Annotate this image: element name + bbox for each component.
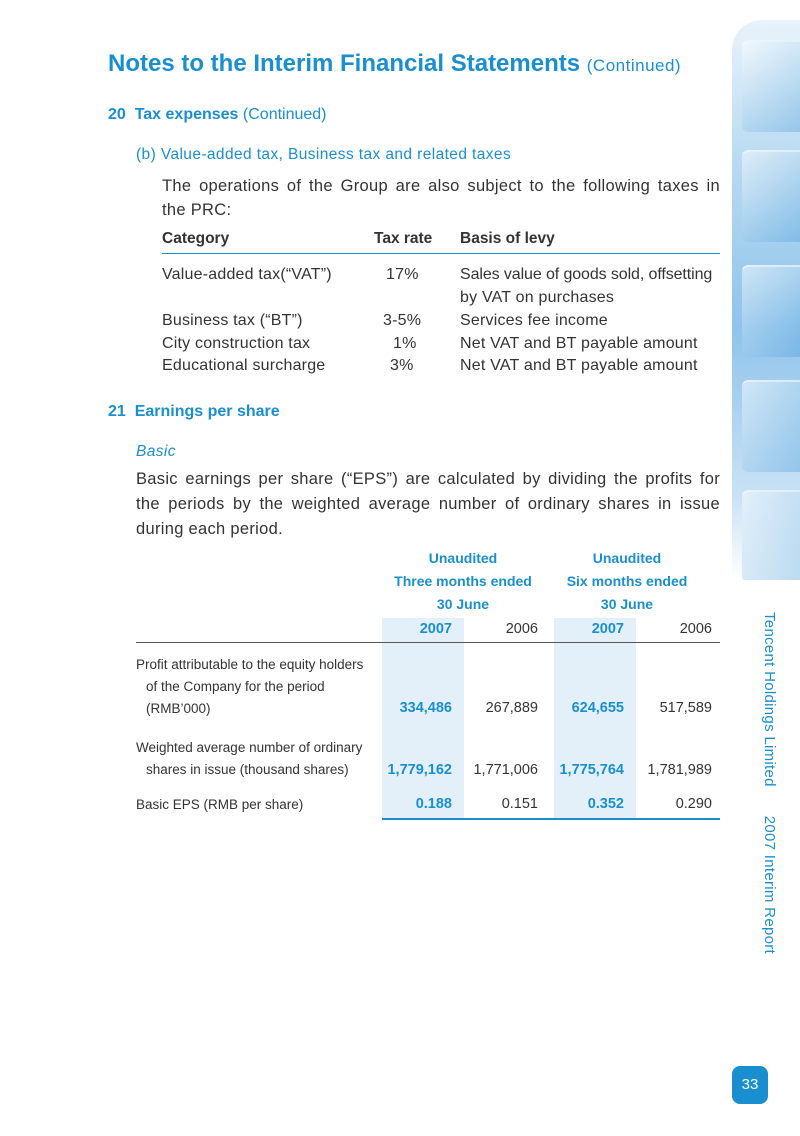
highlight-column-2007-three-months [382,618,464,818]
banner-tile [742,40,800,132]
eps-value: 0.188 [415,796,452,812]
tax-basis: Services fee income [460,312,608,329]
basic-subheading: Basic [136,443,176,460]
tax-table-header-rate: Tax rate [374,230,433,247]
decorative-side-banner [732,20,800,580]
tax-rate: 3-5% [383,312,422,329]
row-label-line: (RMB’000) [146,701,211,716]
tax-rate: 3% [390,357,414,374]
page-title-text: Notes to the Interim Financial Statements [108,50,581,77]
banner-tile [742,150,800,242]
section-number: 21 [108,403,126,420]
eps-intro-paragraph [136,467,720,542]
eps-value: 1,775,764 [559,762,624,778]
banner-tile [742,380,800,472]
row-label-line: of the Company for the period [146,679,325,694]
tax-category: Value-added tax(“VAT”) [162,266,332,283]
company-name: Tencent Holdings Limited [761,612,778,787]
eps-table-bottom-rule [382,818,720,820]
row-label-line: Profit attributable to the equity holders [136,657,364,672]
page-title [108,50,681,78]
group-header-line: Three months ended [394,573,532,589]
section-continued: (Continued) [242,106,327,123]
eps-intro-line: the periods by the weighted average number of ordinary shares in issue [136,495,720,513]
tax-category: City construction tax [162,335,311,352]
group-header-line: 30 June [600,596,654,612]
group-header-line: Six months ended [566,573,688,589]
section-20-heading [108,106,327,124]
section-title: Earnings per share [134,403,280,420]
section-number: 20 [108,106,126,123]
page-title-continued: (Continued) [586,56,682,75]
tax-table-header-rule [162,253,720,254]
tax-intro-line: The operations of the Group are also subject to the following taxes in [162,177,720,195]
subsection-b-heading: (b) Value-added tax, Business tax and related taxes [136,146,512,163]
year-header: 2007 [591,621,624,637]
tax-table-header-basis: Basis of levy [460,230,555,247]
eps-value: 1,781,989 [647,762,712,778]
tax-intro-line: the PRC: [162,201,232,219]
row-label-line: Weighted average number of ordinary [136,740,363,755]
eps-value: 1,771,006 [473,762,538,778]
tax-category: Business tax (“BT”) [162,312,303,329]
tax-category: Educational surcharge [162,357,326,374]
section-21-heading [108,403,280,421]
eps-value: 0.290 [675,796,712,812]
eps-value: 624,655 [571,700,624,716]
tax-rate: 1% [393,335,417,352]
eps-intro-line: Basic earnings per share (“EPS”) are calculated by dividing the profits for [136,470,720,488]
banner-tile [742,490,800,580]
side-running-footer [752,612,778,972]
eps-value: 334,486 [399,700,452,716]
group-header-line: Unaudited [592,550,662,566]
row-label-line: shares in issue (thousand shares) [146,762,349,777]
tax-basis-continued: by VAT on purchases [460,289,615,306]
tax-basis: Net VAT and BT payable amount [460,357,698,374]
page-number-badge: 33 [732,1066,768,1104]
eps-table-header-rule [136,642,720,643]
eps-intro-line: during each period. [136,520,283,538]
year-header: 2006 [505,621,538,637]
eps-value: 1,779,162 [387,762,452,778]
tax-rate: 17% [386,266,419,283]
year-header: 2006 [679,621,712,637]
tax-basis: Net VAT and BT payable amount [460,335,698,352]
eps-value: 267,889 [485,700,538,716]
eps-value: 0.151 [501,796,538,812]
year-header: 2007 [419,621,452,637]
tax-table-header-category: Category [162,230,230,247]
group-header-line: Unaudited [428,550,498,566]
tax-intro-paragraph [162,174,720,222]
group-header-line: 30 June [436,596,490,612]
eps-value: 0.352 [587,796,624,812]
banner-tile [742,265,800,357]
report-name: 2007 Interim Report [761,815,778,955]
highlight-column-2007-six-months [554,618,636,818]
eps-value: 517,589 [659,700,712,716]
section-title: Tax expenses [134,106,239,123]
row-label-line: Basic EPS (RMB per share) [136,797,304,812]
tax-basis: Sales value of goods sold, offsetting [460,266,713,283]
